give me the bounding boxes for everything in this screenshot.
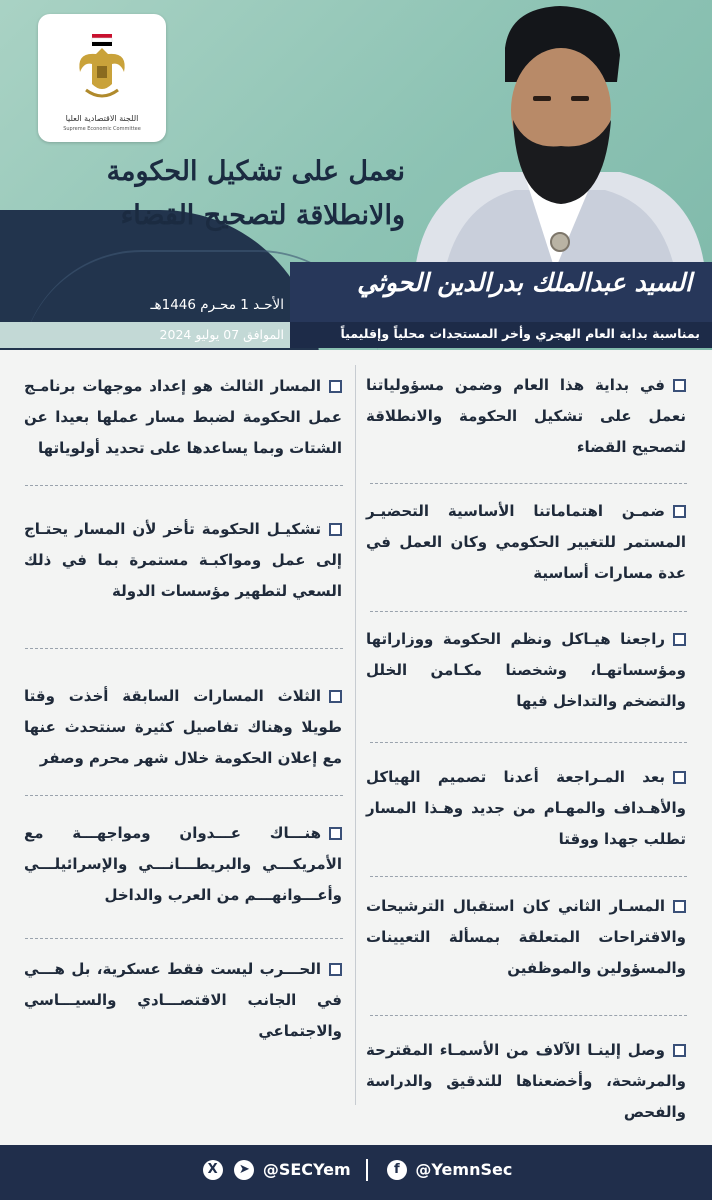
quote-item [366, 1035, 686, 1128]
quote-text: تشكيـل الحكومة تأخر لأن المسار يحتـاج إلى عمل ومواكبـة مستمرة بما في ذلك السعي لتطهير مؤسسات الدولة [24, 520, 342, 600]
committee-logo [38, 14, 166, 142]
quote-text: بعد المـراجعة أعدنا تصميم الهياكل والأهـداف والمهـام من جديد وهـذا المسار تطلب جهدا ووقتا [366, 768, 686, 848]
date-hijri: الأحـد 1 محـرم 1446هـ [150, 297, 284, 313]
quote-item [24, 514, 342, 607]
square-bullet-icon [329, 963, 342, 976]
quote-item [366, 624, 686, 717]
square-bullet-icon [673, 505, 686, 518]
dashed-separator [25, 648, 343, 649]
square-bullet-icon [673, 771, 686, 784]
dashed-separator [370, 742, 687, 743]
speaker-name-banner [290, 262, 712, 322]
dashed-separator [25, 795, 343, 796]
quote-text: ضمـن اهتماماتنا الأساسية التحضيـر المستمر للتغيير الحكومي وكان العمل في عدة مسارات أساسية [366, 502, 686, 582]
square-bullet-icon [673, 633, 686, 646]
logo-english-name: Supreme Economic Committee [63, 126, 141, 132]
date-gregorian: الموافق 07 يوليو 2024 [159, 327, 284, 342]
quote-item [366, 496, 686, 589]
eagle-emblem-icon [72, 32, 132, 112]
quote-item [24, 371, 342, 464]
dashed-separator [25, 938, 343, 939]
square-bullet-icon [329, 523, 342, 536]
quote-item [24, 818, 342, 911]
facebook-icon[interactable]: f [387, 1160, 407, 1180]
quote-text: الثلاث المسارات السابقة أخذت وقتا طويلا وهناك تفاصيل كثيرة سنتحدث عنها مع إعلان الحكومة خلال شهر محرم وصفر [24, 687, 342, 767]
quote-text: المسار الثالث هو إعداد موجهات برنامـج عمل الحكومة لضبط مسار عملها بعيدا عن الشتات وبما يساعدها على تحديد أولوياتها [24, 377, 342, 457]
square-bullet-icon [673, 379, 686, 392]
quote-item [24, 681, 342, 774]
quote-text: هنـــاك عـــدوان ومواجهـــة مع الأمريكـــي والبريطـــانـــي والإسرائيلـــي وأعـــوانهـــم من العرب والداخل [24, 824, 342, 904]
quote-item [24, 954, 342, 1047]
footer-separator [366, 1159, 368, 1181]
speaker-portrait [405, 0, 712, 270]
quote-item [366, 762, 686, 855]
square-bullet-icon [329, 380, 342, 393]
quote-text: الحـــرب ليست فقط عسكرية، بل هـــي في الجانب الاقتصـــادي والسيـــاسي والاجتماعي [24, 960, 342, 1040]
square-bullet-icon [329, 690, 342, 703]
square-bullet-icon [329, 827, 342, 840]
dashed-separator [370, 876, 687, 877]
x-icon[interactable]: X [203, 1160, 223, 1180]
telegram-icon[interactable]: ➤ [234, 1160, 254, 1180]
logo-arabic-name: اللجنة الاقتصادية العليا [65, 114, 139, 123]
social-handles [0, 1159, 712, 1187]
handle-yemnsec[interactable]: @YemnSec [415, 1159, 513, 1179]
handle-secyem[interactable]: @SECYem [262, 1159, 351, 1179]
quote-item [366, 370, 686, 463]
headline-line-1: نعمل على تشكيل الحكومة [106, 156, 405, 187]
social-group-yemnsec[interactable] [384, 1160, 512, 1181]
quote-text: في بداية هذا العام وضمن مسؤولياتنا نعمل على تشكيل الحكومة والانطلاقة لتصحيح القضاء [366, 376, 686, 456]
column-divider [355, 365, 356, 1105]
headline [95, 150, 405, 238]
occasion-banner [290, 322, 712, 348]
footer [0, 1145, 712, 1200]
quote-text: وصل إلينـا الآلاف من الأسمـاء المقترحة والمرشحة، وأخضعناها للتدقيق والدراسة والفحص [366, 1041, 686, 1121]
quote-text: راجعنا هيـاكل ونظم الحكومة ووزاراتها ومؤسساتهـا، وشخصنا مكـامن الخلل والتضخم والتداخل فيها [366, 630, 686, 710]
dashed-separator [370, 483, 687, 484]
header-banner [0, 0, 712, 350]
quote-item [366, 891, 686, 984]
dashed-separator [25, 485, 343, 486]
headline-line-2: والانطلاقة لتصحيح القضاء [120, 200, 405, 231]
speaker-name: السيد عبدالملك بدرالدين الحوثي [357, 268, 692, 297]
social-group-secyem[interactable] [200, 1160, 351, 1181]
square-bullet-icon [673, 900, 686, 913]
quote-text: المسـار الثاني كان استقبال الترشيحات والاقتراحات المتعلقة بمسألة التعيينات والمسؤولين والموظفين [366, 897, 686, 977]
occasion-text: بمناسبة بداية العام الهجري وأخر المستجدات محلياً وإقليمياً [340, 326, 700, 341]
dashed-separator [370, 1015, 687, 1016]
dashed-separator [370, 611, 687, 612]
square-bullet-icon [673, 1044, 686, 1057]
